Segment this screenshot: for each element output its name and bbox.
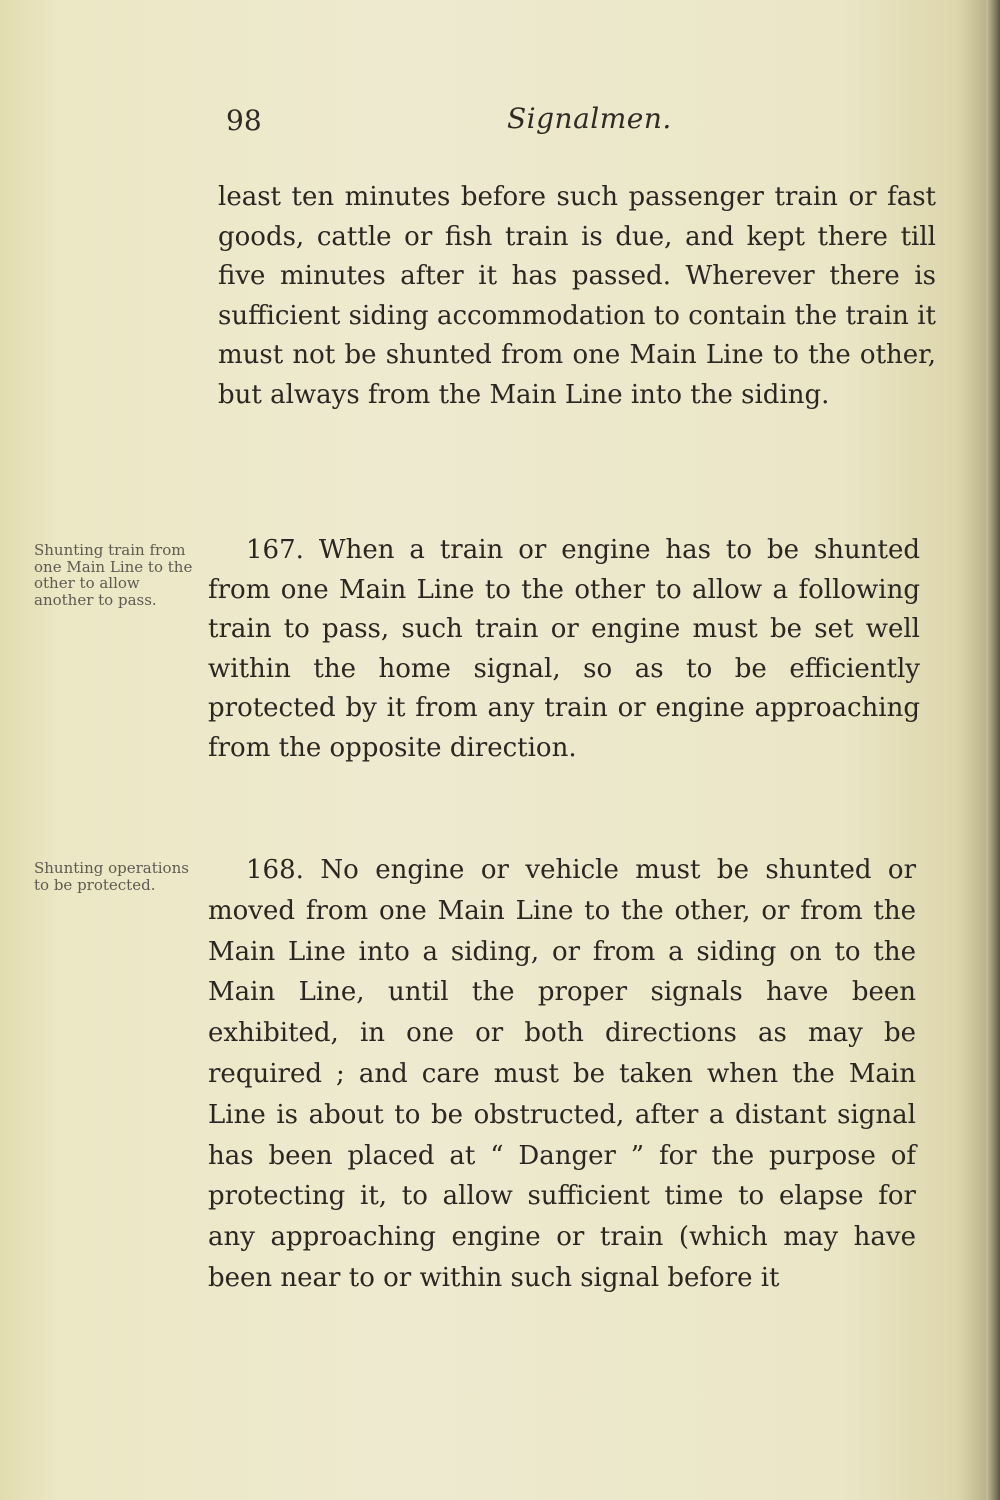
paragraph-text: No engine or vehicle must be shunted or moved from one Main Line to the other, or from the Main Line into a siding, or from a siding on to the Main Line, until the proper signals have been exhibited, in one or both directions as may be required ; and care must be taken when the Main Line is about to be obstructed, after a distant signal has been placed at “ Danger ” for the purpose of protecting it, to allow sufficient time to elapse for any approaching engine or train (which may have been near to or within such signal before it — [208, 855, 917, 1293]
margin-note-167: Shunting train from one Main Line to the other to allow another to pass. — [34, 541, 193, 609]
show-through-text — [80, 200, 200, 260]
rule-number: 168. — [246, 855, 304, 885]
paragraph-167 — [208, 531, 920, 768]
running-title: Signalmen. — [507, 102, 672, 135]
page-number: 98 — [226, 104, 262, 137]
page-header — [0, 100, 988, 150]
paragraph-text: least ten minutes before such passenger train or fast goods, cattle or fish train is due, and kept there till five minutes after it has passed. Wherever there is sufficient siding accommodation to contain the train it must not be shunted from one Main Line to the other, but always from the Main Line into the siding. — [218, 182, 936, 410]
page-edge-shadow — [986, 0, 1000, 1500]
margin-note-168: Shunting operations to be protected. — [34, 859, 189, 894]
paragraph-text: When a train or engine has to be shunted from one Main Line to the other to allow a following train to pass, such train or engine must be set well within the home signal, so as to be efficiently protected by it from any train or engine approaching from the opposite direction. — [208, 535, 920, 763]
rule-number: 167. — [246, 535, 304, 565]
paragraph-continued — [218, 178, 936, 415]
paragraph-168 — [208, 850, 916, 1299]
